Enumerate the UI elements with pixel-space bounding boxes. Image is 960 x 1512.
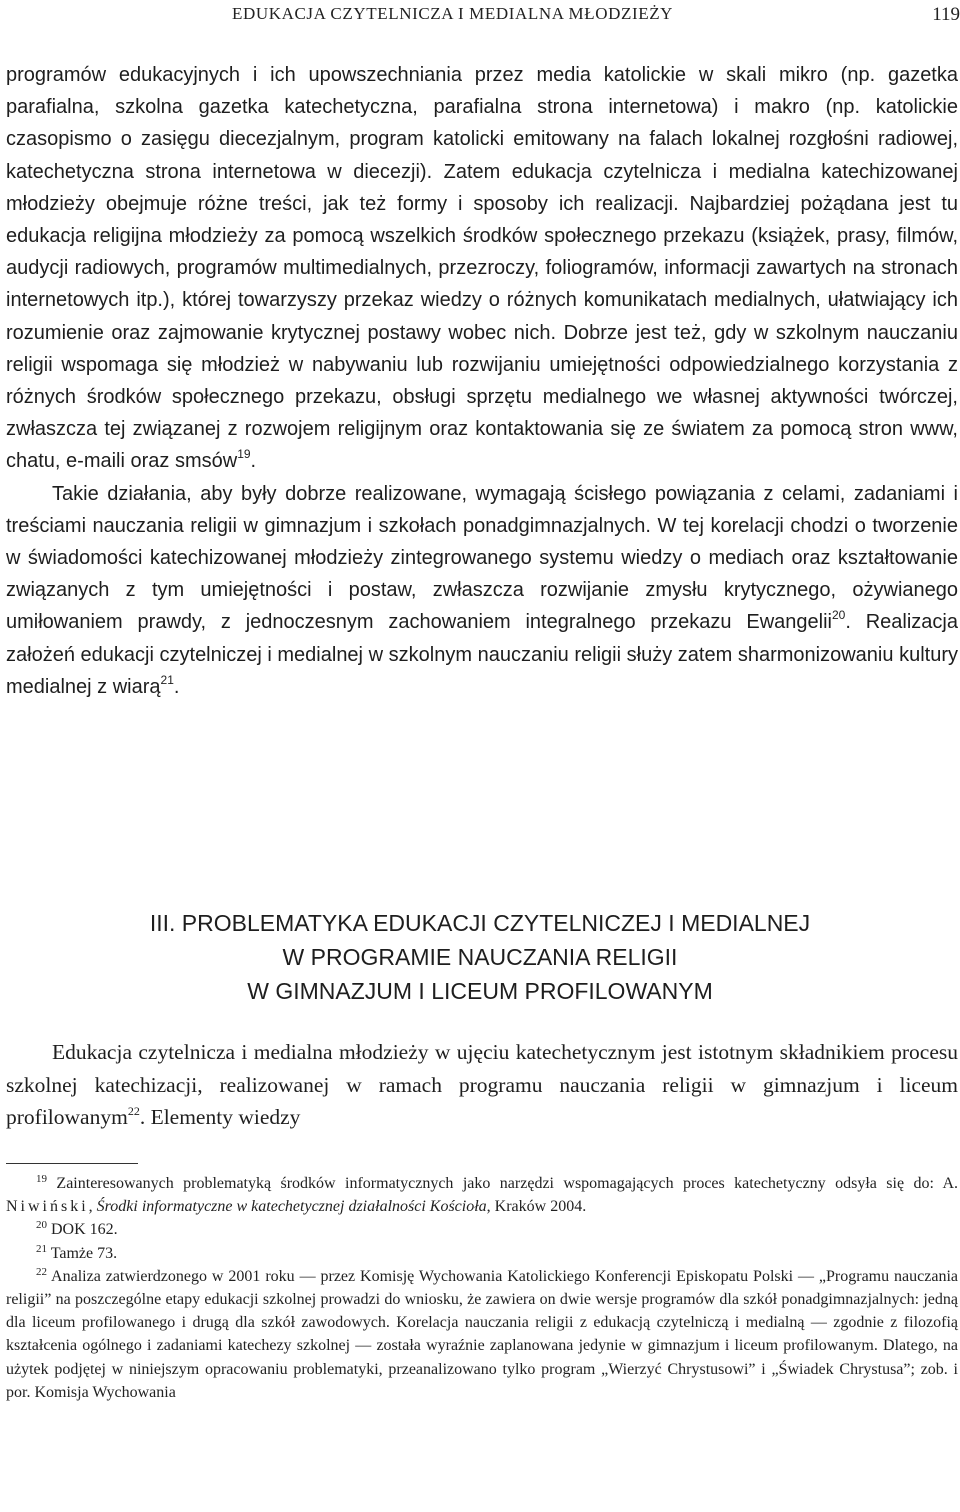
paragraph-1-text: programów edukacyjnych i ich upowszechniania przez media katolickie w skali mikro (np. gazetka parafialna, szkolna gazetka katechetyczna, parafialna strona internetowa) i makro (np. katolickie czasopismo o zasięgu diecezjalnym, program katolicki emitowany na falach lokalnej rozgłośni radiowej, katechetyczna strona internetowa w diecezji). Zatem edukacja czytelnicza i medialna katechizowanej młodzieży obejmuje różne treści, jak też formy i sposoby ich realizacji. Najbardziej pożądana jest tu edukacja religijna młodzieży za pomocą wszelkich środków społecznego przekazu (książek, prasy, filmów, audycji radiowych, programów multimedialnych, przezroczy, foliogramów, informacji zawartych na stronach internetowych itp.), której towarzyszy przekaz wiedzy o różnych komunikatach medialnych, ułatwiający ich rozumienie oraz zajmowanie krytycznej postawy wobec nich. Dobrze jest też, gdy w szkolnym nauczaniu religii wspomaga się młodzież w nabywaniu lub rozwijaniu umiejętności odpowiedzialnego korzystania z różnych środków społecznego przekazu, obsługi sprzętu medialnego we własnej aktywności twórczej, zwłaszcza tej związanej z rozwojem religijnym oraz kontaktowania się ze światem za pomocą stron www, chatu, e-maili oraz smsów xyxy=(6,64,958,473)
paragraph-2-end: . xyxy=(173,675,180,698)
section-heading-line-2: W PROGRAMIE NAUCZANIA RELIGII xyxy=(282,944,678,970)
footnote-ref-20[interactable]: 20 xyxy=(831,608,846,623)
footnote-ref-21[interactable]: 21 xyxy=(160,672,174,687)
footnote-ref-22[interactable]: 22 xyxy=(127,1104,140,1118)
section-heading xyxy=(0,906,960,1008)
footnote-separator-text: , xyxy=(88,1198,97,1216)
page-number: 119 xyxy=(932,4,960,25)
footnote-text: DOK 162. xyxy=(51,1221,118,1239)
footnote-19 xyxy=(6,1172,958,1218)
section-paragraph xyxy=(6,1036,958,1134)
running-title: EDUKACJA CZYTELNICZA I MEDIALNA MŁODZIEŻY xyxy=(232,4,674,23)
section-paragraph-end: . Elementy wiedzy xyxy=(139,1105,301,1129)
footnote-ref-19[interactable]: 19 xyxy=(237,447,251,462)
paragraph-1-end: . xyxy=(250,450,257,473)
footnote-number: 19 xyxy=(36,1173,47,1185)
footnote-text-end: , Kraków 2004. xyxy=(486,1198,587,1216)
footnote-number: 22 xyxy=(36,1265,47,1278)
footnote-text: Zainteresowanych problematyką środków informatycznych jako narzędzi wspomagających proces katechetyczny odsyła się do: A. xyxy=(56,1175,958,1192)
paragraph-2-text-a: Takie działania, aby były dobrze realizowane, wymagają ścisłego powiązania z celami, zadaniami i treściami nauczania religii w gimnazjum i szkołach ponadgimnazjalnych. W tej korelacji chodzi o tworzenie w świadomości katechizowanej młodzieży zintegrowanego systemu wiedzy o mediach oraz kształtowanie związanych z tym umiejętności i postaw, zwłaszcza rozwijanie zmysłu krytycznego, ożywianego umiłowaniem prawdy, z jednoczesnym zachowaniem integralnego przekazu Ewangelii xyxy=(6,482,958,634)
footnote-text: Analiza zatwierdzonego w 2001 roku — przez Komisję Wychowania Katolickiego Konferencji Episkopatu Polski — „Programu nauczania religii” na poszczególne etapy edukacji szkolnej prowadzi do wniosku, że zawiera on dwie wersje programów dla szkół ponadgimnazjalnych: jedną dla liceum profilowanego i drugą dla szkół zawodowych. Korelacja nauczania religii z edukacją czytelniczą i medialną — zgodnie z filozofią kształcenia ogólnego i zadaniami katechezy szkolnej — została wyraźnie zaplanowana jedynie w gimnazjum i liceum profilowanym. Dlatego, na użytek podjętej w niniejszym opracowaniu problematyki, przeanalizowano tylko program „Wierzyć Chrystusowi” i „Świadek Chrystusa”; zob. i por. Komisja Wychowania xyxy=(6,1267,958,1401)
main-body-text xyxy=(6,59,958,703)
footnote-21 xyxy=(6,1242,958,1265)
paragraph-2-text-b: . Realizacja założeń edukacji czytelniczej i medialnej w szkolnym nauczaniu religii służy zatem sharmonizowaniu kultury medialnej z wiarą xyxy=(6,611,958,698)
section-paragraph-text: Edukacja czytelnicza i medialna młodzieży w ujęciu katechetycznym jest istotnym składnikiem procesu szkolnej katechizacji, realizowanej w ramach programu nauczania religii w gimnazjum i liceum profilowanym xyxy=(6,1040,958,1129)
footnote-number: 21 xyxy=(36,1242,47,1255)
footnote-author: Niwiński xyxy=(6,1198,89,1216)
footnote-text: Tamże 73. xyxy=(50,1244,118,1262)
paragraph-1 xyxy=(6,59,958,478)
footnote-22 xyxy=(6,1265,958,1404)
section-heading-line-1: III. PROBLEMATYKA EDUKACJI CZYTELNICZEJ I MEDIALNEJ xyxy=(149,910,811,936)
section-heading-line-3: W GIMNAZJUM I LICEUM PROFILOWANYM xyxy=(247,978,713,1004)
running-header xyxy=(0,4,960,26)
footnote-number: 20 xyxy=(36,1219,47,1232)
paragraph-2 xyxy=(6,478,958,703)
footnote-20 xyxy=(6,1218,958,1241)
section-body-text xyxy=(6,1036,958,1134)
footnotes xyxy=(6,1172,958,1404)
footnote-book-title: Środki informatyczne w katechetycznej działalności Kościoła xyxy=(96,1198,487,1216)
footnote-separator xyxy=(6,1163,138,1164)
